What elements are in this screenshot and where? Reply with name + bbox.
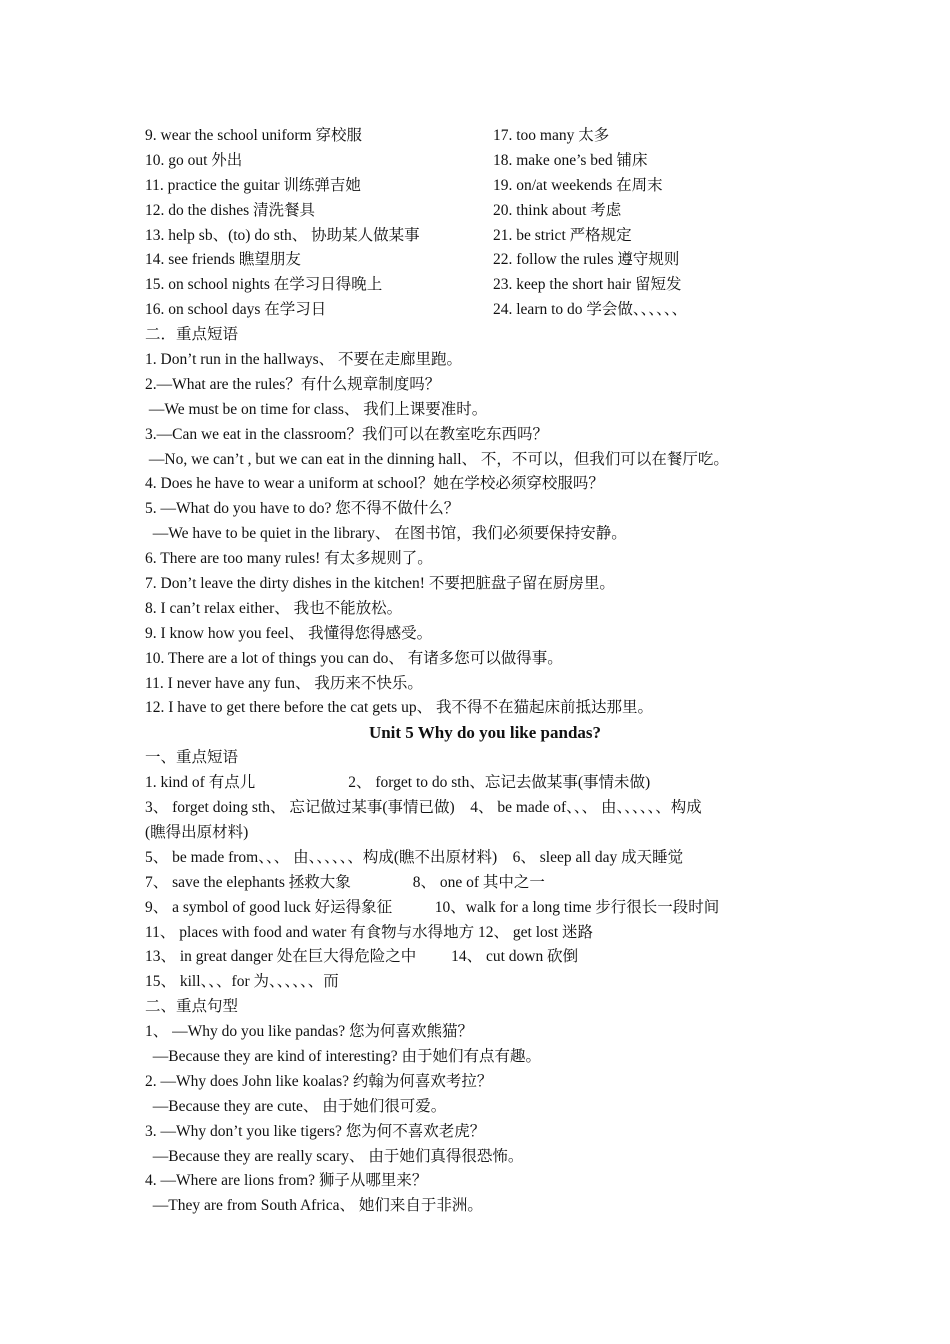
vocab-item: 21. be strict 严格规定	[493, 226, 632, 244]
vocab-item: 16. on school days 在学习日	[145, 301, 327, 319]
vocab-item: 15. on school nights 在学习日得晚上	[145, 276, 383, 294]
sentence-line: 6. There are too many rules! 有太多规则了。	[145, 550, 433, 568]
vocab-left-column	[145, 124, 493, 323]
vocab-item: 14. see friends 瞧望朋友	[145, 251, 301, 269]
phrase-line: 13、 in great danger 处在巨大得危险之中 14、 cut down 砍倒	[145, 948, 579, 966]
sentence-line: 10. There are a lot of things you can do、 有诸多您可以做得事。	[145, 649, 563, 667]
phrase-line: 7、 save the elephants 拯救大象 8、 one of 其中之一	[145, 873, 545, 891]
sentence-line: —We have to be quiet in the library、 在图书馆，我们必须要保持安静。	[145, 525, 627, 543]
sentence-line: 12. I have to get there before the cat gets up、 我不得不在猫起床前抵达那里。	[145, 699, 653, 717]
sentence-line: 2.—What are the rules？有什么规章制度吗？	[145, 375, 441, 393]
sentence-line: 9. I know how you feel、 我懂得您得感受。	[145, 624, 433, 642]
section-heading: 一、重点短语	[145, 749, 239, 767]
vocab-item: 18. make one’s bed 铺床	[493, 151, 648, 169]
sentence-line: —No, we can’t , but we can eat in the dinning hall、 不，不可以，但我们可以在餐厅吃。	[145, 450, 729, 468]
vocab-item: 10. go out 外出	[145, 151, 243, 169]
sentence-line: 8. I can’t relax either、 我也不能放松。	[145, 599, 403, 617]
phrase-line: 5、 be made from、、、 由、、、、、、构成(瞧不出原材料) 6、 sleep all day 成天睡觉	[145, 848, 684, 866]
sentence-line: —Because they are kind of interesting? 由于她们有点有趣。	[145, 1047, 542, 1065]
sentence-line: 3.—Can we eat in the classroom？我们可以在教室吃东西吗？	[145, 425, 548, 443]
vocab-item: 22. follow the rules 遵守规则	[493, 251, 680, 269]
vocab-item: 12. do the dishes 清洗餐具	[145, 201, 316, 219]
vocab-item: 11. practice the guitar 训练弹吉她	[145, 176, 361, 194]
sentence-line: 2. —Why does John like koalas? 约翰为何喜欢考拉？	[145, 1072, 493, 1090]
vocab-item: 20. think about 考虑	[493, 201, 622, 219]
vocab-item: 9. wear the school uniform 穿校服	[145, 127, 362, 144]
sentence-line: 1. Don’t run in the hallways、 不要在走廊里跑。	[145, 351, 463, 369]
sentence-line: 7. Don’t leave the dirty dishes in the kitchen! 不要把脏盘子留在厨房里。	[145, 575, 615, 593]
sentence-line: 11. I never have any fun、 我历来不快乐。	[145, 674, 423, 692]
vocab-right-column	[493, 124, 825, 323]
sentence-line: 4. Does he have to wear a uniform at school？她在学校必须穿校服吗？	[145, 475, 604, 493]
vocab-item: 13. help sb、(to) do sth、 协助某人做某事	[145, 226, 420, 244]
sentence-line: 5. —What do you have to do? 您不得不做什么？	[145, 500, 460, 518]
phrase-line: 3、 forget doing sth、 忘记做过某事(事情已做) 4、 be made of、、、 由、、、、、、构成	[145, 799, 702, 817]
sentence-line: 4. —Where are lions from? 狮子从哪里来？	[145, 1172, 428, 1190]
section-heading: 二．重点短语	[145, 326, 239, 344]
sentence-line: —They are from South Africa、 她们来自于非洲。	[145, 1197, 483, 1215]
document-page	[145, 124, 825, 1219]
phrase-line: 9、 a symbol of good luck 好运得象征 10、walk for a long time 步行很长一段时间	[145, 898, 720, 916]
sentence-line: —Because they are cute、 由于她们很可爱。	[145, 1097, 447, 1115]
vocab-item: 17. too many 太多	[493, 127, 610, 144]
phrase-list	[145, 771, 825, 995]
vocab-columns	[145, 124, 825, 323]
unit-title: Unit 5 Why do you like pandas?	[368, 723, 602, 743]
phrase-line: 11、 places with food and water 有食物与水得地方 12、 get lost 迷路	[145, 923, 594, 941]
vocab-item: 19. on/at weekends 在周末	[493, 176, 663, 194]
sentence-line: 3. —Why don’t you like tigers? 您为何不喜欢老虎？	[145, 1122, 486, 1140]
vocab-item: 24. learn to do 学会做、、、、、、	[493, 301, 688, 319]
vocab-item: 23. keep the short hair 留短发	[493, 276, 682, 294]
phrase-line: 1. kind of 有点儿 2、 forget to do sth、忘记去做某事(事情未做)	[145, 774, 651, 792]
phrase-line: 15、 kill、、、for 为、、、、、、而	[145, 973, 339, 991]
sentence-list	[145, 348, 825, 721]
key-sentence-list	[145, 1020, 825, 1219]
phrase-line: (瞧得出原材料)	[145, 823, 249, 841]
sentence-line: —We must be on time for class、 我们上课要准时。	[145, 400, 488, 418]
sentence-line: 1、 —Why do you like pandas? 您为何喜欢熊猫？	[145, 1023, 474, 1041]
sentence-line: —Because they are really scary、 由于她们真得很恐怖。	[145, 1147, 524, 1165]
section-heading: 二、重点句型	[145, 998, 239, 1016]
